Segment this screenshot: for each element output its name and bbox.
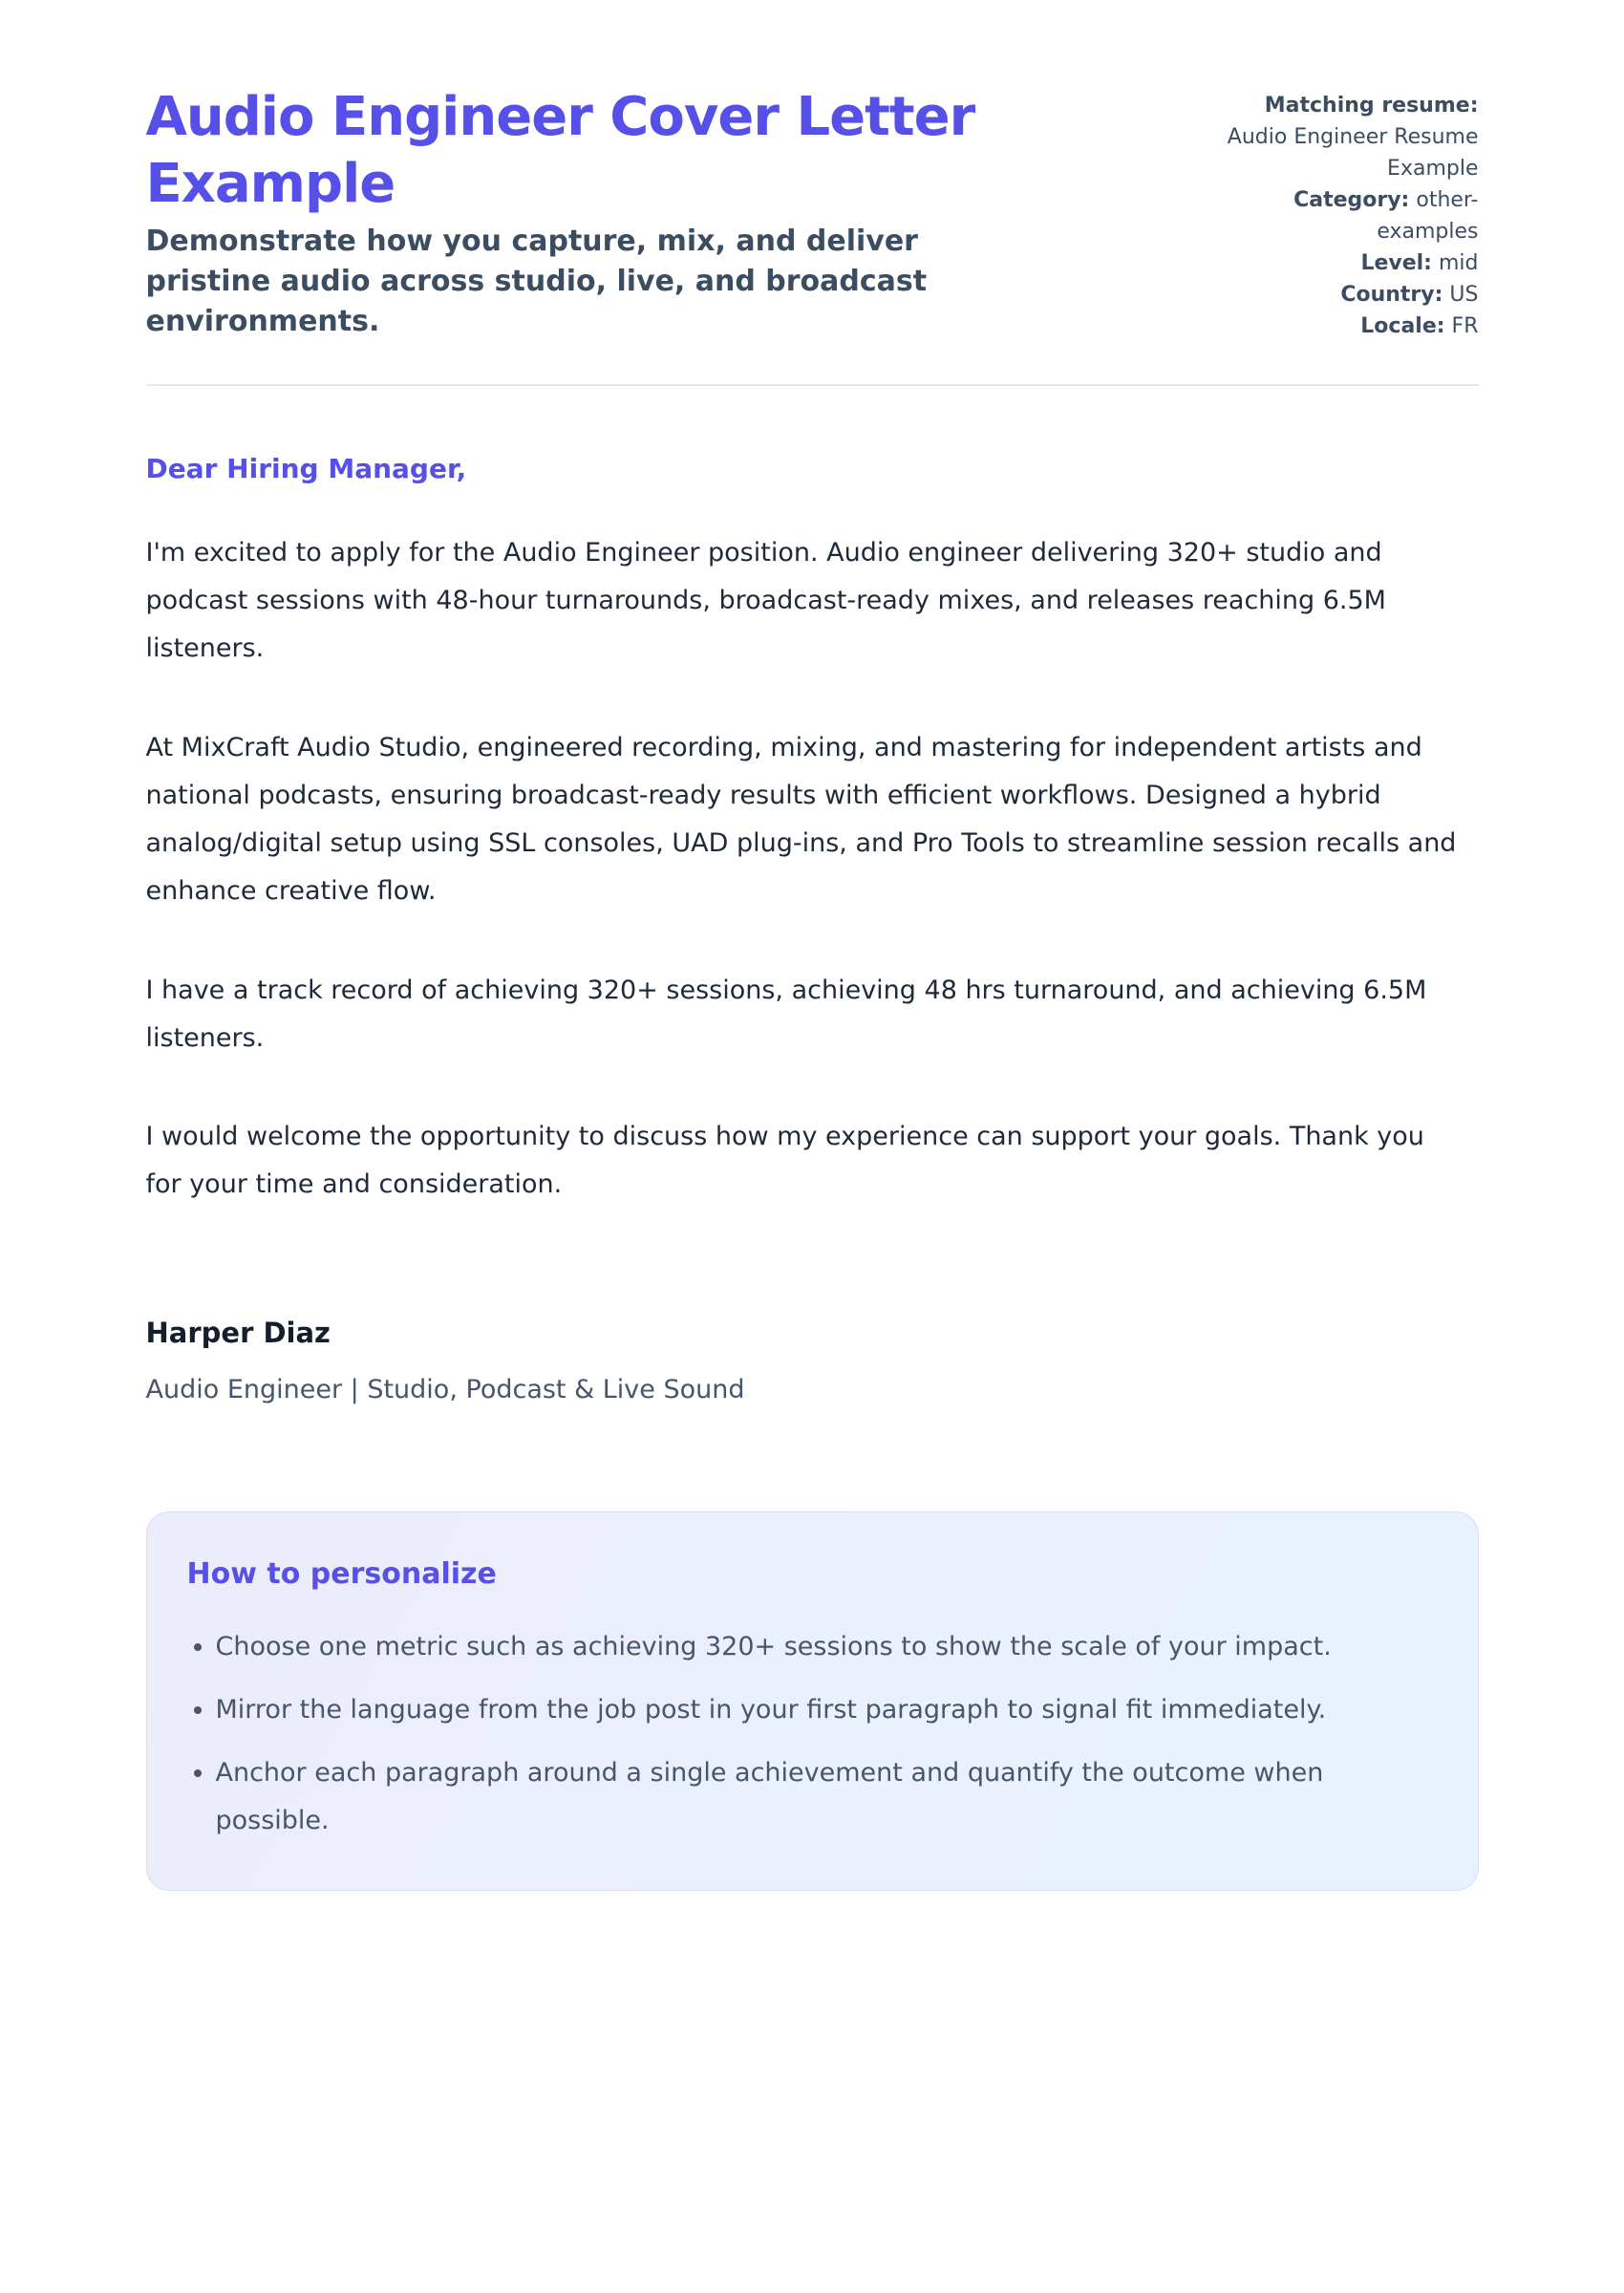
meta-category-label: Category: <box>1293 188 1410 212</box>
meta-country-value: US <box>1449 283 1479 307</box>
meta-country <box>1202 279 1479 311</box>
personalize-box <box>146 1511 1479 1892</box>
page-container <box>146 0 1479 1891</box>
meta-level-value: mid <box>1438 251 1479 275</box>
page-title: Audio Engineer Cover Letter Example <box>145 86 975 215</box>
meta-category <box>1202 184 1479 247</box>
meta-level <box>1202 247 1479 279</box>
meta-matching-resume-value: Audio Engineer Resume Example <box>1227 125 1479 181</box>
signature-name: Harper Diaz <box>145 1317 331 1350</box>
meta-level-label: Level: <box>1360 251 1432 275</box>
salutation: Dear Hiring Manager, <box>145 453 467 484</box>
personalize-tip-1: • Choose one metric such as achieving 320+ sessions to show the scale of your impact. <box>216 1623 1343 1671</box>
header <box>146 84 1479 342</box>
page-subtitle: Demonstrate how you capture, mix, and deliver pristine audio across studio, live, and broadcast environments. <box>145 225 928 338</box>
header-title-block <box>146 84 1044 342</box>
meta-matching-resume-label: Matching resume: <box>1264 94 1479 118</box>
personalize-tip-3: • Anchor each paragraph around a single achievement and quantify the outcome when possible. <box>216 1749 1343 1845</box>
meta-matching-resume <box>1202 90 1479 184</box>
meta-country-label: Country: <box>1340 283 1443 307</box>
letter-paragraph-3: I have a track record of achieving 320+ sessions, achieving 48 hrs turnaround, and achieving 6.5M listeners. <box>145 975 1427 1053</box>
cover-letter <box>146 449 1479 1408</box>
personalize-tip-2: • Mirror the language from the job post in your first paragraph to signal fit immediately. <box>216 1686 1343 1734</box>
letter-paragraph-4: I would welcome the opportunity to discuss how my experience can support your goals. Thank you for your time and consideration. <box>145 1122 1424 1200</box>
divider <box>146 384 1479 386</box>
meta-locale <box>1202 311 1479 342</box>
meta-locale-value: FR <box>1451 314 1479 338</box>
meta-locale-label: Locale: <box>1360 314 1445 338</box>
personalize-tip-list <box>187 1623 1438 1845</box>
letter-paragraph-1: I'm excited to apply for the Audio Engineer position. Audio engineer delivering 320+ studio and podcast sessions with 48-hour turnarounds, broadcast-ready mixes, and releases reaching 6.5M listeners. <box>145 538 1386 663</box>
letter-paragraph-2: At MixCraft Audio Studio, engineered recording, mixing, and mastering for independent artists and national podcasts, ensuring broadcast-ready results with efficient workflows. Designed a hybrid analog/digital setup using SSL consoles, UAD plug-ins, and Pro Tools to streamline session recalls and enhance creative flow. <box>145 732 1457 906</box>
personalize-heading: How to personalize <box>186 1556 497 1591</box>
meta-panel <box>1202 84 1479 342</box>
meta-category-value: other-examples <box>1377 188 1479 244</box>
signature-title: Audio Engineer | Studio, Podcast & Live Sound <box>145 1374 745 1404</box>
